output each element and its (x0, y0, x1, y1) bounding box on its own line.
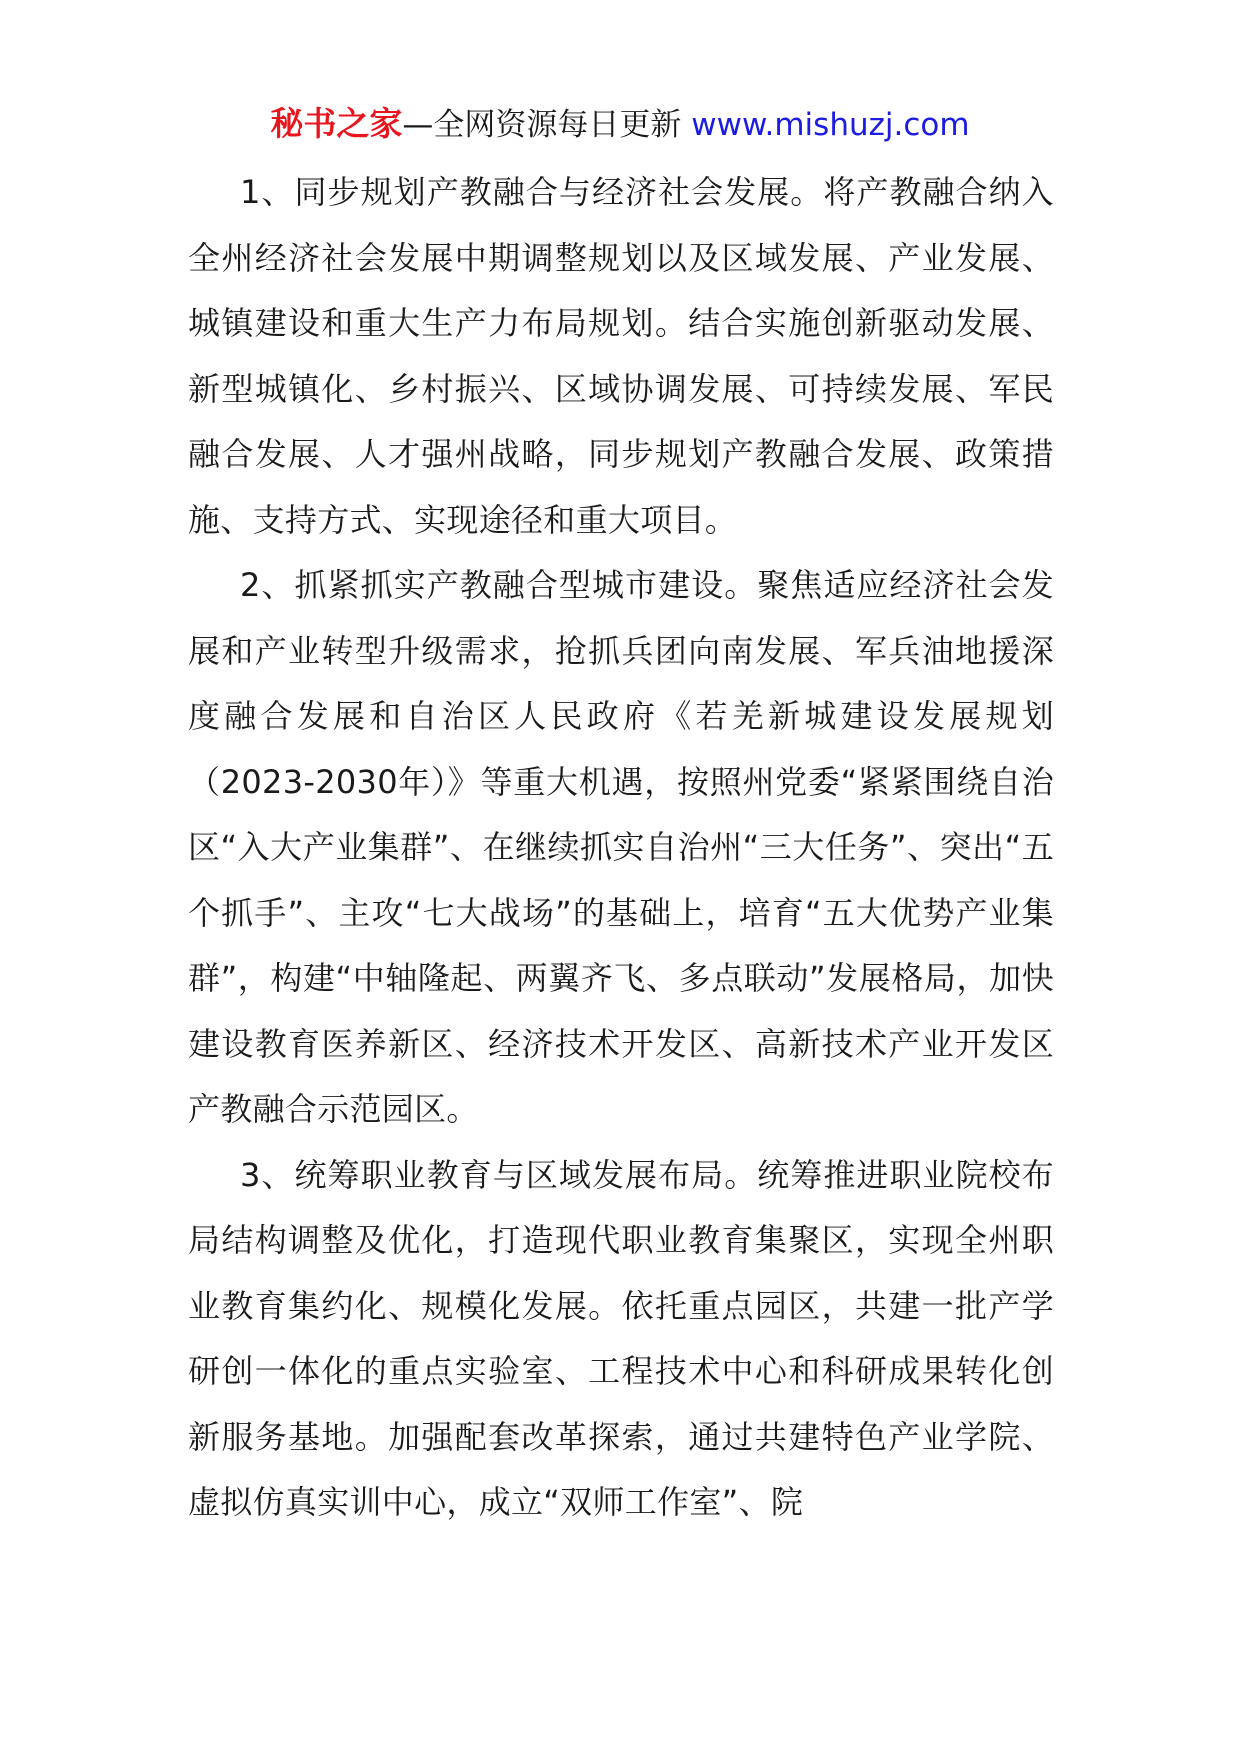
paragraph-2: 2、抓紧抓实产教融合型城市建设。聚焦适应经济社会发展和产业转型升级需求，抢抓兵团向南发展、军兵油地援深度融合发展和自治区人民政府《若羌新城建设发展规划（2023-2030年）》等重大机遇，按照州党委“紧紧围绕自治区“入大产业集群”、在继续抓实自治州“三大任务”、突出“五个抓手”、主攻“七大战场”的基础上，培育“五大优势产业集群”，构建“中轴隆起、两翼齐飞、多点联动”发展格局，加快建设教育医养新区、经济技术开发区、高新技术产业开发区产教融合示范园区。 (188, 566, 1054, 1128)
header-tagline: —全网资源每日更新 (402, 107, 682, 143)
brand-name: 秘书之家 (270, 104, 403, 143)
paragraph-3: 3、统筹职业教育与区域发展布局。统筹推进职业院校布局结构调整及优化，打造现代职业教育集聚区，实现全州职业教育集约化、规模化发展。依托重点园区，共建一批产学研创一体化的重点实验室、工程技术中心和科研成果转化创新服务基地。加强配套改革探索，通过共建特色产业学院、虚拟仿真实训中心，成立“双师工作室”、院 (188, 1155, 1054, 1521)
site-url-link[interactable]: www.mishuzj.com (691, 107, 970, 143)
document-body (188, 160, 1054, 1536)
page-header (0, 98, 1240, 151)
paragraph-1: 1、同步规划产教融合与经济社会发展。将产教融合纳入全州经济社会发展中期调整规划以及区域发展、产业发展、城镇建设和重大生产力布局规划。结合实施创新驱动发展、新型城镇化、乡村振兴、区域协调发展、可持续发展、军民融合发展、人才强州战略，同步规划产教融合发展、政策措施、支持方式、实现途径和重大项目。 (188, 173, 1054, 539)
